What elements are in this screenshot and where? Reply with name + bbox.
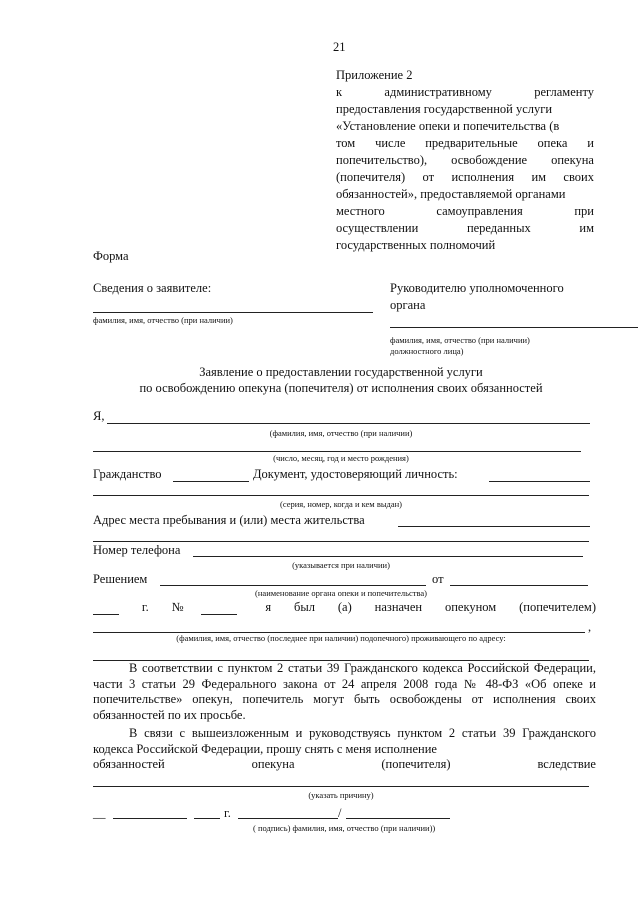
fio-line[interactable]	[107, 423, 590, 424]
fio-caption: (фамилия, имя, отчество (при наличии)	[269, 428, 413, 438]
address-line-2[interactable]	[93, 541, 589, 542]
appointed-row	[93, 600, 596, 615]
appendix-line	[336, 187, 594, 202]
appendix-word: предоставления государственной услуги	[336, 102, 553, 116]
appointed-word: опекуном	[444, 600, 497, 614]
document-label: Документ, удостоверяющий личность:	[253, 467, 458, 481]
appendix-line	[336, 136, 594, 151]
recipient-caption1: фамилия, имя, отчество (при наличии)	[390, 335, 530, 345]
applicant-label: Сведения о заявителе:	[93, 281, 212, 295]
signature-caption: ( подпись) фамилия, имя, отчество (при наличии))	[253, 823, 436, 833]
ward-caption: (фамилия, имя, отчество (последнее при наличии) подопечного) проживающего по адресу:	[176, 633, 506, 643]
dob-caption: (число, месяц, год и место рождения)	[273, 453, 409, 463]
appointed-word: я	[265, 600, 272, 614]
heading-line1: Заявление о предоставлении государственной услуги	[199, 365, 483, 379]
appendix-word: числе	[375, 136, 406, 150]
citizenship-line[interactable]	[173, 481, 249, 482]
appendix-title: Приложение 2	[336, 68, 413, 82]
appendix-line	[336, 153, 594, 168]
citizenship-label: Гражданство	[93, 467, 162, 481]
appendix-word: (попечителя)	[336, 170, 406, 184]
year-label: г.	[224, 806, 231, 820]
request-word: обязанностей	[93, 757, 165, 771]
appendix-word: к	[336, 85, 343, 99]
appendix-word: том	[336, 136, 356, 150]
request-word: (попечителя)	[381, 757, 451, 771]
dob-line[interactable]	[93, 451, 581, 452]
appendix-line	[336, 238, 594, 253]
appointed-word: г.	[141, 600, 149, 614]
applicant-name-line[interactable]	[93, 312, 373, 313]
reason-caption: (указать причину)	[308, 790, 374, 800]
appendix-word: административному	[384, 85, 492, 99]
appointed-word: назначен	[374, 600, 423, 614]
request-last-line	[93, 757, 596, 772]
heading-line2: по освобождению опекуна (попечителя) от исполнения своих обязанностей	[139, 381, 543, 395]
phone-caption: (указывается при наличии)	[292, 560, 390, 570]
applicant-caption: фамилия, имя, отчество (при наличии)	[93, 315, 233, 325]
day-slot	[93, 600, 119, 615]
appendix-word: опека	[537, 136, 568, 150]
appendix-word: переданных	[466, 221, 531, 235]
appendix-word: при	[574, 204, 594, 218]
page-number: 21	[333, 40, 346, 54]
signature-name-line[interactable]	[346, 818, 450, 819]
appendix-line	[336, 85, 594, 100]
paragraph-legal-basis: В соответствии с пунктом 2 статьи 39 Гражданского кодекса Российской Федерации, части 3 статьи 29 Федерального закона от 24 апреля 2008 года № 48-ФЗ «Об опеке и попечительстве» опекун, попечитель могут быть освобождены от исполнения своих обязанностей по их просьбе.	[93, 661, 596, 722]
appointed-word: был	[293, 600, 315, 614]
appendix-word: своих	[563, 170, 594, 184]
recipient-line1: Руководителю уполномоченного	[390, 281, 564, 295]
appendix-word: и	[587, 136, 594, 150]
appendix-word: исполнения	[451, 170, 515, 184]
appendix-word: опекуна	[551, 153, 594, 167]
document-line[interactable]	[489, 481, 590, 482]
signature-line[interactable]	[238, 818, 338, 819]
appendix-word: от	[422, 170, 435, 184]
appendix-word: им	[579, 221, 594, 235]
appendix-line	[336, 119, 594, 134]
from-label: от	[432, 572, 444, 586]
appendix-line	[336, 170, 594, 185]
appointed-word: (попечителем)	[519, 600, 596, 614]
decision-label: Решением	[93, 572, 148, 586]
decision-date-line[interactable]	[450, 585, 588, 586]
reason-line[interactable]	[93, 786, 589, 787]
recipient-line2: органа	[390, 298, 426, 312]
appendix-line	[336, 102, 594, 117]
appendix-word: самоуправления	[436, 204, 523, 218]
appendix-line	[336, 221, 594, 236]
decision-caption: (наименование органа опеки и попечительства)	[255, 588, 427, 598]
appendix-word: «Установление опеки и попечительства (в	[336, 119, 560, 133]
appointed-word: №	[171, 600, 184, 614]
appendix-line	[336, 204, 594, 219]
appointed-word: (а)	[337, 600, 352, 614]
request-word: вследствие	[537, 757, 596, 771]
document-line-2[interactable]	[93, 495, 589, 496]
phone-line[interactable]	[193, 556, 583, 557]
phone-label: Номер телефона	[93, 543, 181, 557]
decision-line[interactable]	[160, 585, 426, 586]
date-prefix: __	[93, 806, 106, 820]
paragraph-request: В связи с вышеизложенным и руководствуясь пунктом 2 статьи 39 Гражданского кодекса Российской Федерации, прошу снять с меня исполнение	[93, 726, 596, 756]
appendix-word: местного	[336, 204, 385, 218]
number-slot	[206, 600, 242, 615]
appendix-word: освобождение	[451, 153, 528, 167]
address-label: Адрес места пребывания и (или) места жительства	[93, 513, 365, 527]
appendix-word: им	[531, 170, 547, 184]
form-label: Форма	[93, 249, 129, 263]
recipient-name-line[interactable]	[390, 327, 638, 328]
appendix-word: предварительные	[425, 136, 518, 150]
appendix-word: государственных полномочий	[336, 238, 496, 252]
ward-comma: ,	[588, 620, 592, 634]
appendix-word: регламенту	[534, 85, 594, 99]
ya-label: Я,	[93, 409, 105, 423]
appendix-word: обязанностей», предоставляемой органами	[336, 187, 566, 201]
appendix-word: осуществлении	[336, 221, 419, 235]
recipient-caption2: должностного лица)	[390, 346, 464, 356]
slash: /	[338, 806, 342, 820]
date-month-line[interactable]	[113, 818, 187, 819]
address-line[interactable]	[398, 526, 590, 527]
request-word: опекуна	[251, 757, 295, 771]
appendix-word: попечительство),	[336, 153, 428, 167]
date-year-line[interactable]	[194, 818, 220, 819]
document-caption: (серия, номер, когда и кем выдан)	[279, 499, 403, 509]
